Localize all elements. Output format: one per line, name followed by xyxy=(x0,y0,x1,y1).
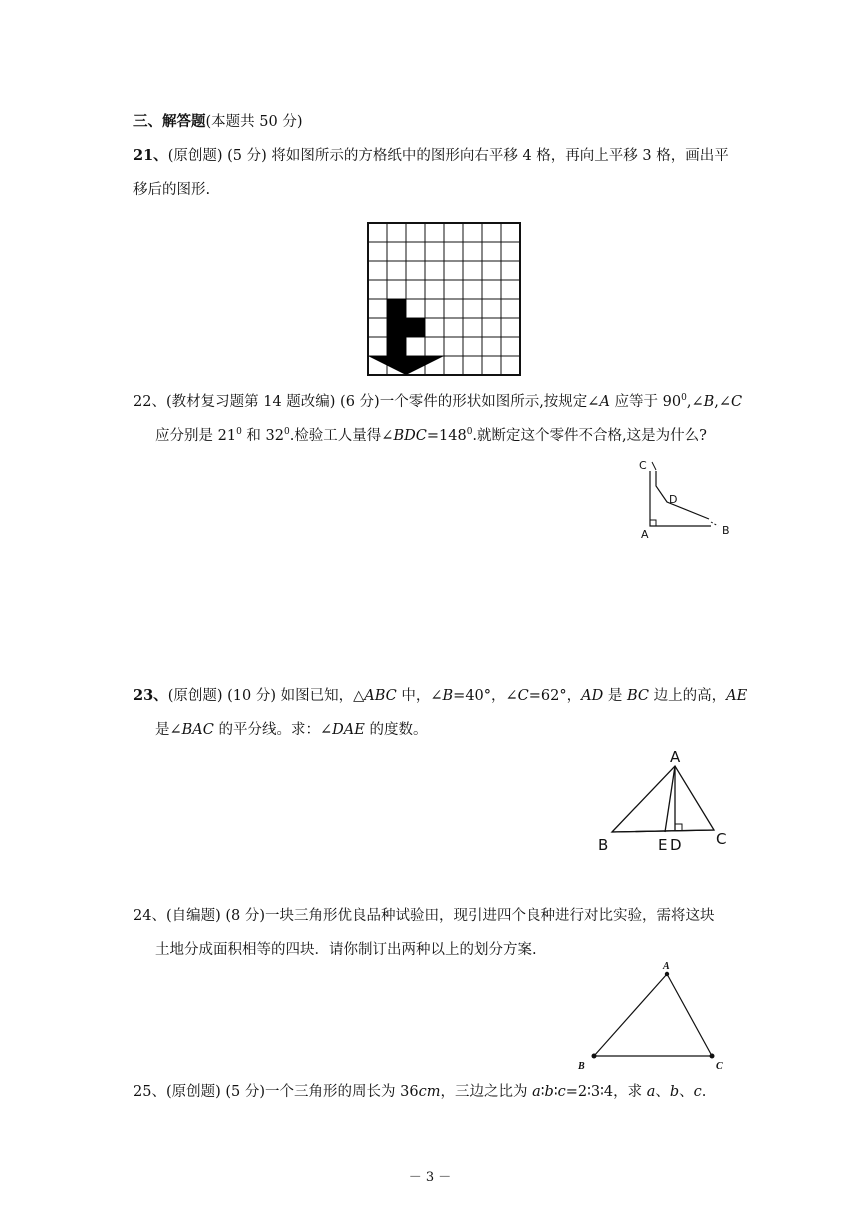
label-A: A xyxy=(641,528,649,541)
triangle-ABC xyxy=(594,974,712,1056)
page-number: － 3 － xyxy=(408,1170,452,1185)
label-C: C xyxy=(716,1061,723,1072)
q22-part-figure xyxy=(634,456,734,542)
right-angle-mark xyxy=(650,520,656,526)
section-title: 三、解答题 xyxy=(133,113,206,130)
q21-number: 21、 xyxy=(133,147,168,164)
bisector-AE xyxy=(665,766,675,832)
label-D: D xyxy=(669,493,678,506)
q23-line1: 23、(原创题) (10 分) 如图已知，△ABC 中，∠B=40°，∠C=62°，AD 是 BC 边上的高，AE xyxy=(133,687,748,704)
inner-edges xyxy=(656,471,709,519)
q24-line1: 24、(自编题) (8 分)一块三角形优良品种试验田，现引进四个良种进行对比实验，需将这块 xyxy=(133,908,715,924)
label-E: E xyxy=(658,836,668,854)
label-B: B xyxy=(598,836,609,854)
label-A: A xyxy=(663,961,670,972)
q23-triangle-figure xyxy=(592,746,742,858)
label-C: C xyxy=(639,459,647,472)
outer-edges xyxy=(650,471,711,526)
section-note: (本题共 50 分) xyxy=(205,114,303,130)
label-B: B xyxy=(722,524,730,537)
q23-line2: 是∠BAC 的平分线。求：∠DAE 的度数。 xyxy=(155,722,428,738)
q25-line1: 25、(原创题) (5 分)一个三角形的周长为 36cm，三边之比为 a∶b∶c=2∶3∶4，求 a、b、c. xyxy=(133,1084,707,1100)
q22-line1: 22、(教材复习题第 14 题改编) (6 分)一个零件的形状如图所示,按规定∠A 应等于 $90^0,\angle B,\angle C$ xyxy=(133,393,743,410)
q24-triangle-figure xyxy=(574,958,740,1074)
right-angle-mark xyxy=(675,824,682,831)
q21-text-1: (原创题) (5 分) 将如图所示的方格纸中的图形向右平移 4 格，再向上平移 3 格，画出平 xyxy=(167,148,729,164)
q24-line2: 土地分成面积相等的四块．请你制订出两种以上的划分方案. xyxy=(155,942,537,958)
label-C: C xyxy=(716,830,727,848)
label-D: D xyxy=(670,836,682,854)
q21-line2: 移后的图形. xyxy=(133,182,211,198)
q21-line1 xyxy=(133,146,729,166)
q22-line2: 应分别是 $21^0$ 和 $32^0$.检验工人量得$\angle BDC=148^0$.就断定这个零件不合格,这是为什么? xyxy=(155,427,707,444)
label-B: B xyxy=(578,1061,585,1072)
triangle-ABC xyxy=(612,766,714,832)
label-A: A xyxy=(670,748,681,766)
q21-grid-figure xyxy=(365,220,525,380)
section-header xyxy=(133,112,302,132)
